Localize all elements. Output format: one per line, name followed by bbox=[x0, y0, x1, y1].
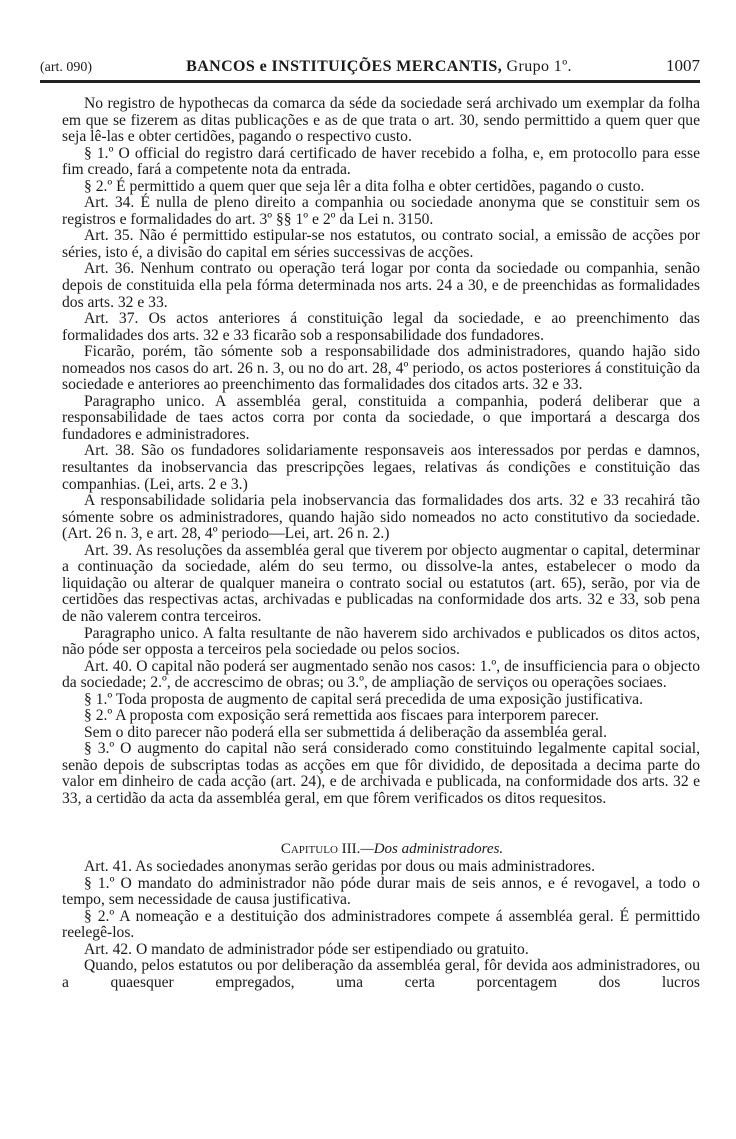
paragraph: Art. 40. O capital não poderá ser augmentado senão nos casos: 1.º, de insufficiencia para o objecto da sociedade; 2.º, de accrescimo de obras; ou 3.º, de ampliação de serviços ou operações sociaes. bbox=[62, 657, 700, 692]
paragraph: § 2.º A nomeação e a destituição dos administradores compete á assembléa geral. É permittido reelegê-los. bbox=[62, 907, 700, 942]
section-after-chapter bbox=[62, 859, 700, 991]
paragraph: § 2.º A proposta com exposição será remettida aos fiscaes para interporem parecer. bbox=[84, 707, 599, 725]
section-before-chapter bbox=[62, 96, 700, 808]
paragraph: Quando, pelos estatutos ou por deliberação da assembléa geral, fôr devida aos administradores, ou a quaesquer empregados, uma certa porcentagem dos lucros bbox=[62, 957, 700, 991]
running-title-main: BANCOS e INSTITUIÇÕES MERCANTIS, bbox=[186, 58, 503, 75]
paragraph: Art. 37. Os actos anteriores á constituição legal da sociedade, e ao preenchimento das formalidades dos arts. 32 e 33 ficarão sob a responsabilidade dos fundadores. bbox=[62, 310, 700, 344]
chapter-heading bbox=[62, 841, 700, 858]
paragraph: § 1.º O official do registro dará certificado de haver recebido a folha, e, em protocollo para esse fim creado, fará a competente nota da entrada. bbox=[62, 144, 700, 179]
paragraph: Art. 42. O mandato de administrador póde ser estipendiado ou gratuito. bbox=[84, 940, 529, 958]
paragraph: § 1.º O mandato do administrador não póde durar mais de seis annos, e é revogavel, a todo o tempo, sem necessidade de causa justificativa. bbox=[62, 874, 700, 909]
paragraph: Art. 35. Não é permittido estipular-se nos estatutos, ou contrato social, a emissão de acções por séries, isto é, a divisão do capital em séries successivas de acções. bbox=[62, 227, 700, 261]
paragraph: No registro de hypothecas da comarca da séde da sociedade será archivado um exemplar da folha em que se fizerem as ditas publicações e as de que trata o art. 30, sendo permittido a quem quer que seja lê-las e obter certidões, pagando o respectivo custo. bbox=[62, 95, 700, 146]
paragraph: § 2.º É permittido a quem quer que seja lêr a dita folha e obter certidões, pagando o custo. bbox=[84, 177, 645, 195]
paragraph: Art. 39. As resoluções da assembléa geral que tiverem por objecto augmentar o capital, determinar a continuação da sociedade, além do seu termo, ou dissolve-la antes, estabelecer o modo da liquidação ou alterar de qualquer maneira o contrato social ou estatutos (art. 65), serão, por via de certidões das respectivas actas, archivadas e publicadas na conformidade dos arts. 32 e 33, sob pena de não valerem contra terceiros. bbox=[62, 541, 700, 625]
paragraph: Ficarão, porém, tão sómente sob a responsabilidade dos administradores, quando hajão sido nomeados nos casos do art. 26 n. 3, ou no do art. 28, 4º periodo, os actos posteriores á constituição da sociedade e anteriores ao preenchimento das formalidades dos citados arts. 32 e 33. bbox=[62, 343, 700, 394]
paragraph: A responsabilidade solidaria pela inobservancia das formalidades dos arts. 32 e 33 recahirá tão sómente sobre os administradores, quando hajão sido nomeados no acto constitutivo da sociedade. (Art. 26 n. 3, e art. 28, 4º periodo—Lei, art. 26 n. 2.) bbox=[62, 492, 700, 543]
running-title-group: Grupo 1º. bbox=[502, 58, 572, 75]
paragraph: Art. 36. Nenhum contrato ou operação terá logar por conta da sociedade ou companhia, senão depois de constituida ella pela fórma determinada nos arts. 24 a 30, e de preenchidas as formalidades dos arts. 32 e 33. bbox=[62, 260, 700, 311]
paragraph: Paragrapho unico. A assembléa geral, constituida a companhia, poderá deliberar que a responsabilidade de taes actos corra por conta da sociedade, o que importará a descarga dos fundadores e administradores. bbox=[62, 392, 700, 443]
running-title bbox=[186, 58, 572, 76]
paragraph: Sem o dito parecer não poderá ella ser submettida á deliberação da assembléa geral. bbox=[84, 723, 608, 741]
paragraph: Art. 38. São os fundadores solidariamente responsaveis aos interessados por perdas e damnos, resultantes da inobservancia das prescripções legaes, relativas ás condições e constituição das companhias. (Lei, arts. 2 e 3.) bbox=[62, 442, 700, 493]
paragraph: § 1.º Toda proposta de augmento de capital será precedida de uma exposição justificativa. bbox=[84, 690, 643, 708]
running-header bbox=[40, 56, 700, 83]
chapter-label: Capitulo III. bbox=[280, 840, 361, 857]
paragraph: Art. 41. As sociedades anonymas serão geridas por dous ou mais administradores. bbox=[84, 858, 596, 876]
paragraph: Paragrapho unico. A falta resultante de não haverem sido archivados e publicados os ditos actos, não póde ser opposta a terceiros pela sociedade ou pelos socios. bbox=[62, 624, 700, 659]
page-number: 1007 bbox=[665, 56, 700, 75]
paragraph: Art. 34. É nulla de pleno direito a companhia ou sociedade anonyma que se constituir sem os registros e formalidades do art. 3º §§ 1º e 2º da Lei n. 3150. bbox=[62, 194, 700, 228]
page-body bbox=[62, 96, 700, 991]
paragraph: § 3.º O augmento do capital não será considerado como constituindo legalmente capital social, senão depois de subscriptas todas as acções em que fôr dividido, de depositada a decima parte do valor em dinheiro de cada acção (art. 24), e de archivada e publicada, na conformidade dos arts. 32 e 33, a certidão da acta da assembléa geral, em que fôrem verificados os ditos requesitos. bbox=[62, 740, 700, 807]
chapter-title: —Dos administradores. bbox=[360, 840, 504, 857]
article-reference: (art. 090) bbox=[40, 60, 93, 75]
